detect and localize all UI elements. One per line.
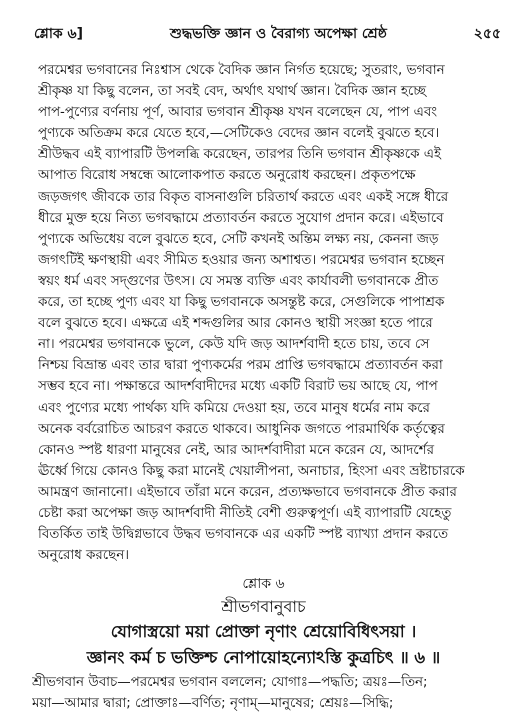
purport-line: স্বয়ং ধর্ম এবং সদ্গুণের উৎস। যে সমস্ত ব্যক্তি এবং কার্যাবলী ভগবানকে প্রীত (38, 273, 439, 289)
purport-line: কোনও স্পষ্ট ধারণা মানুষের নেই, আর আদর্শবাদীরা মনে করেন যে, আদর্শের (38, 442, 434, 458)
purport-line: আপাত বিরোধ সম্বন্ধে আলোকপাত করতে অনুরোধ করছেন। প্রকৃতপক্ষে (38, 168, 416, 184)
purport-line: শ্রীউদ্ধব এই ব্যাপারটি উপলব্ধি করেছেন, তারপর তিনি ভগবান শ্রীকৃষ্ণকে এই (38, 147, 441, 163)
purport-line: পাপ-পুণ্যের বর্ণনায় পূর্ণ, আবার ভগবান শ্রীকৃষ্ণ যখন বলেছেন যে, পাপ এবং (38, 105, 438, 121)
verse-speaker: শ্রীভগবানুবাচ (221, 597, 306, 616)
chapter-title: শুদ্ধভক্তি জ্ঞান ও বৈরাগ্য অপেক্ষা শ্রেষ্ঠ (169, 26, 387, 42)
synonyms-line: শ্রীভগবান উবাচ—পরমেশ্বর ভগবান বললেন; যোগাঃ—পদ্ধতি; ত্রয়ঃ—তিন; (32, 675, 428, 690)
synonyms-section (32, 672, 505, 714)
page-header (34, 22, 501, 48)
purport-line: বিতর্কিত তাই উদ্বিগ্নভাবে উদ্ধব ভগবানকে এর একটি স্পষ্ট ব্যাখ্যা প্রদান করতে (38, 527, 448, 543)
purport-line: সম্ভব হবে না। পক্ষান্তরে আদর্শবাদীদের মধ্যে একটি বিরাট ভয় আছে যে, পাপ (38, 379, 438, 395)
purport-line: নিশ্চয় বিভ্রান্ত এবং তার দ্বারা পুণ্যকর্মের পরম প্রাপ্তি ভগবদ্ধামে প্রত্যাবর্তন করা (38, 358, 443, 374)
purport-line: পুণ্যকে অভিধেয় বলে বুঝতে হবে, সেটি কখনই অন্তিম লক্ষ্য নয়, কেননা জড় (38, 231, 439, 247)
purport-line: ধীরে মুক্ত হয়ে নিত্য ভগবদ্ধামে প্রত্যাবর্তন করতে সুযোগ প্রদান করে। এইভাবে (38, 210, 444, 226)
purport-line: জগৎটিই ক্ষণস্থায়ী এবং সীমিত হওয়ার জন্য অশাশ্বত। পরমেশ্বর ভগবান হচ্ছেন (38, 252, 445, 268)
purport-line: পুণ্যকে অতিক্রম করে যেতে হবে,—সেটিকেও বেদের জ্ঞান বলেই বুঝতে হবে। (38, 126, 440, 142)
purport-body (38, 60, 505, 566)
verse-line-2: জ্ঞানং কর্ম চ ভক্তিশ্চ নোপায়োহন্যোঽস্তি কুত্রচিৎ ॥ ৬ ॥ (86, 648, 441, 667)
purport-line: পরমেশ্বর ভগবানের নিঃশ্বাস থেকে বৈদিক জ্ঞান নির্গত হয়েছে; সুতরাং, ভগবান (38, 63, 445, 78)
purport-line: এবং পুণ্যের মধ্যে পার্থক্য যদি কমিয়ে দেওয়া হয়, তবে মানুষ ধর্মের নাম করে (38, 400, 430, 416)
verse-block (0, 573, 527, 671)
verse-line-1: যোগাস্ত্রয়ো ময়া প্রোক্তা নৃণাং শ্রেয়োবিধিৎসয়া । (110, 622, 417, 641)
purport-line: করে, তা হচ্ছে পুণ্য এবং যা কিছু ভগবানকে অসন্তুষ্ট করে, সেগুলিকে পাপাশ্রক (38, 295, 445, 311)
purport-line: আমন্ত্রণ জানানো। এইভাবে তাঁরা মনে করেন, প্রত্যক্ষভাবে ভগবানকে প্রীত করার (38, 484, 457, 500)
purport-line: চেষ্টা করা অপেক্ষা জড় আদর্শবাদী নীতিই বেশী গুরুত্বপূর্ণ। এই ব্যাপারটি যেহেতু (38, 505, 452, 521)
verse-number: শ্লোক ৬ (242, 576, 285, 592)
purport-line: শ্রীকৃষ্ণ যা কিছু বলেন, তা সবই বেদ, অর্থাৎ যথার্থ জ্ঞান। বৈদিক জ্ঞান হচ্ছে (38, 84, 426, 100)
purport-line: ঊর্ধ্বে গিয়ে কোনও কিছু করা মানেই খেয়ালীপনা, অনাচার, হিংসা এবং ভ্রষ্টাচারকে (38, 463, 465, 479)
synonyms-line: ময়া—আমার দ্বারা; প্রোক্তাঃ—বর্ণিত; নৃণাম্—মানুষের; শ্রেয়ঃ—সিদ্ধি; (32, 696, 394, 711)
purport-line: অনেক বর্বরোচিত আচরণ করতে থাকবে। আধুনিক জগতে পারমার্থিক কর্তৃত্বের (38, 421, 445, 437)
purport-line: জড়জগৎ জীবকে তার বিকৃত বাসনাগুলি চরিতার্থ করতে এবং একই সঙ্গে ধীরে (38, 189, 449, 205)
purport-line: অনুরোধ করছেন। (38, 548, 129, 564)
purport-line: না। পরমেশ্বর ভগবানকে ভুলে, কেউ যদি জড় আদর্শবাদী হতে চায়, তবে সে (38, 337, 430, 353)
page-number: ২৫৫ (473, 26, 501, 42)
purport-line: বলে বুঝতে হবে। এক্ষত্রে এই শব্দগুলির আর কোনও স্থায়ী সংজ্ঞা হতে পারে (38, 316, 433, 332)
header-verse-ref: শ্লোক ৬] (34, 26, 84, 42)
